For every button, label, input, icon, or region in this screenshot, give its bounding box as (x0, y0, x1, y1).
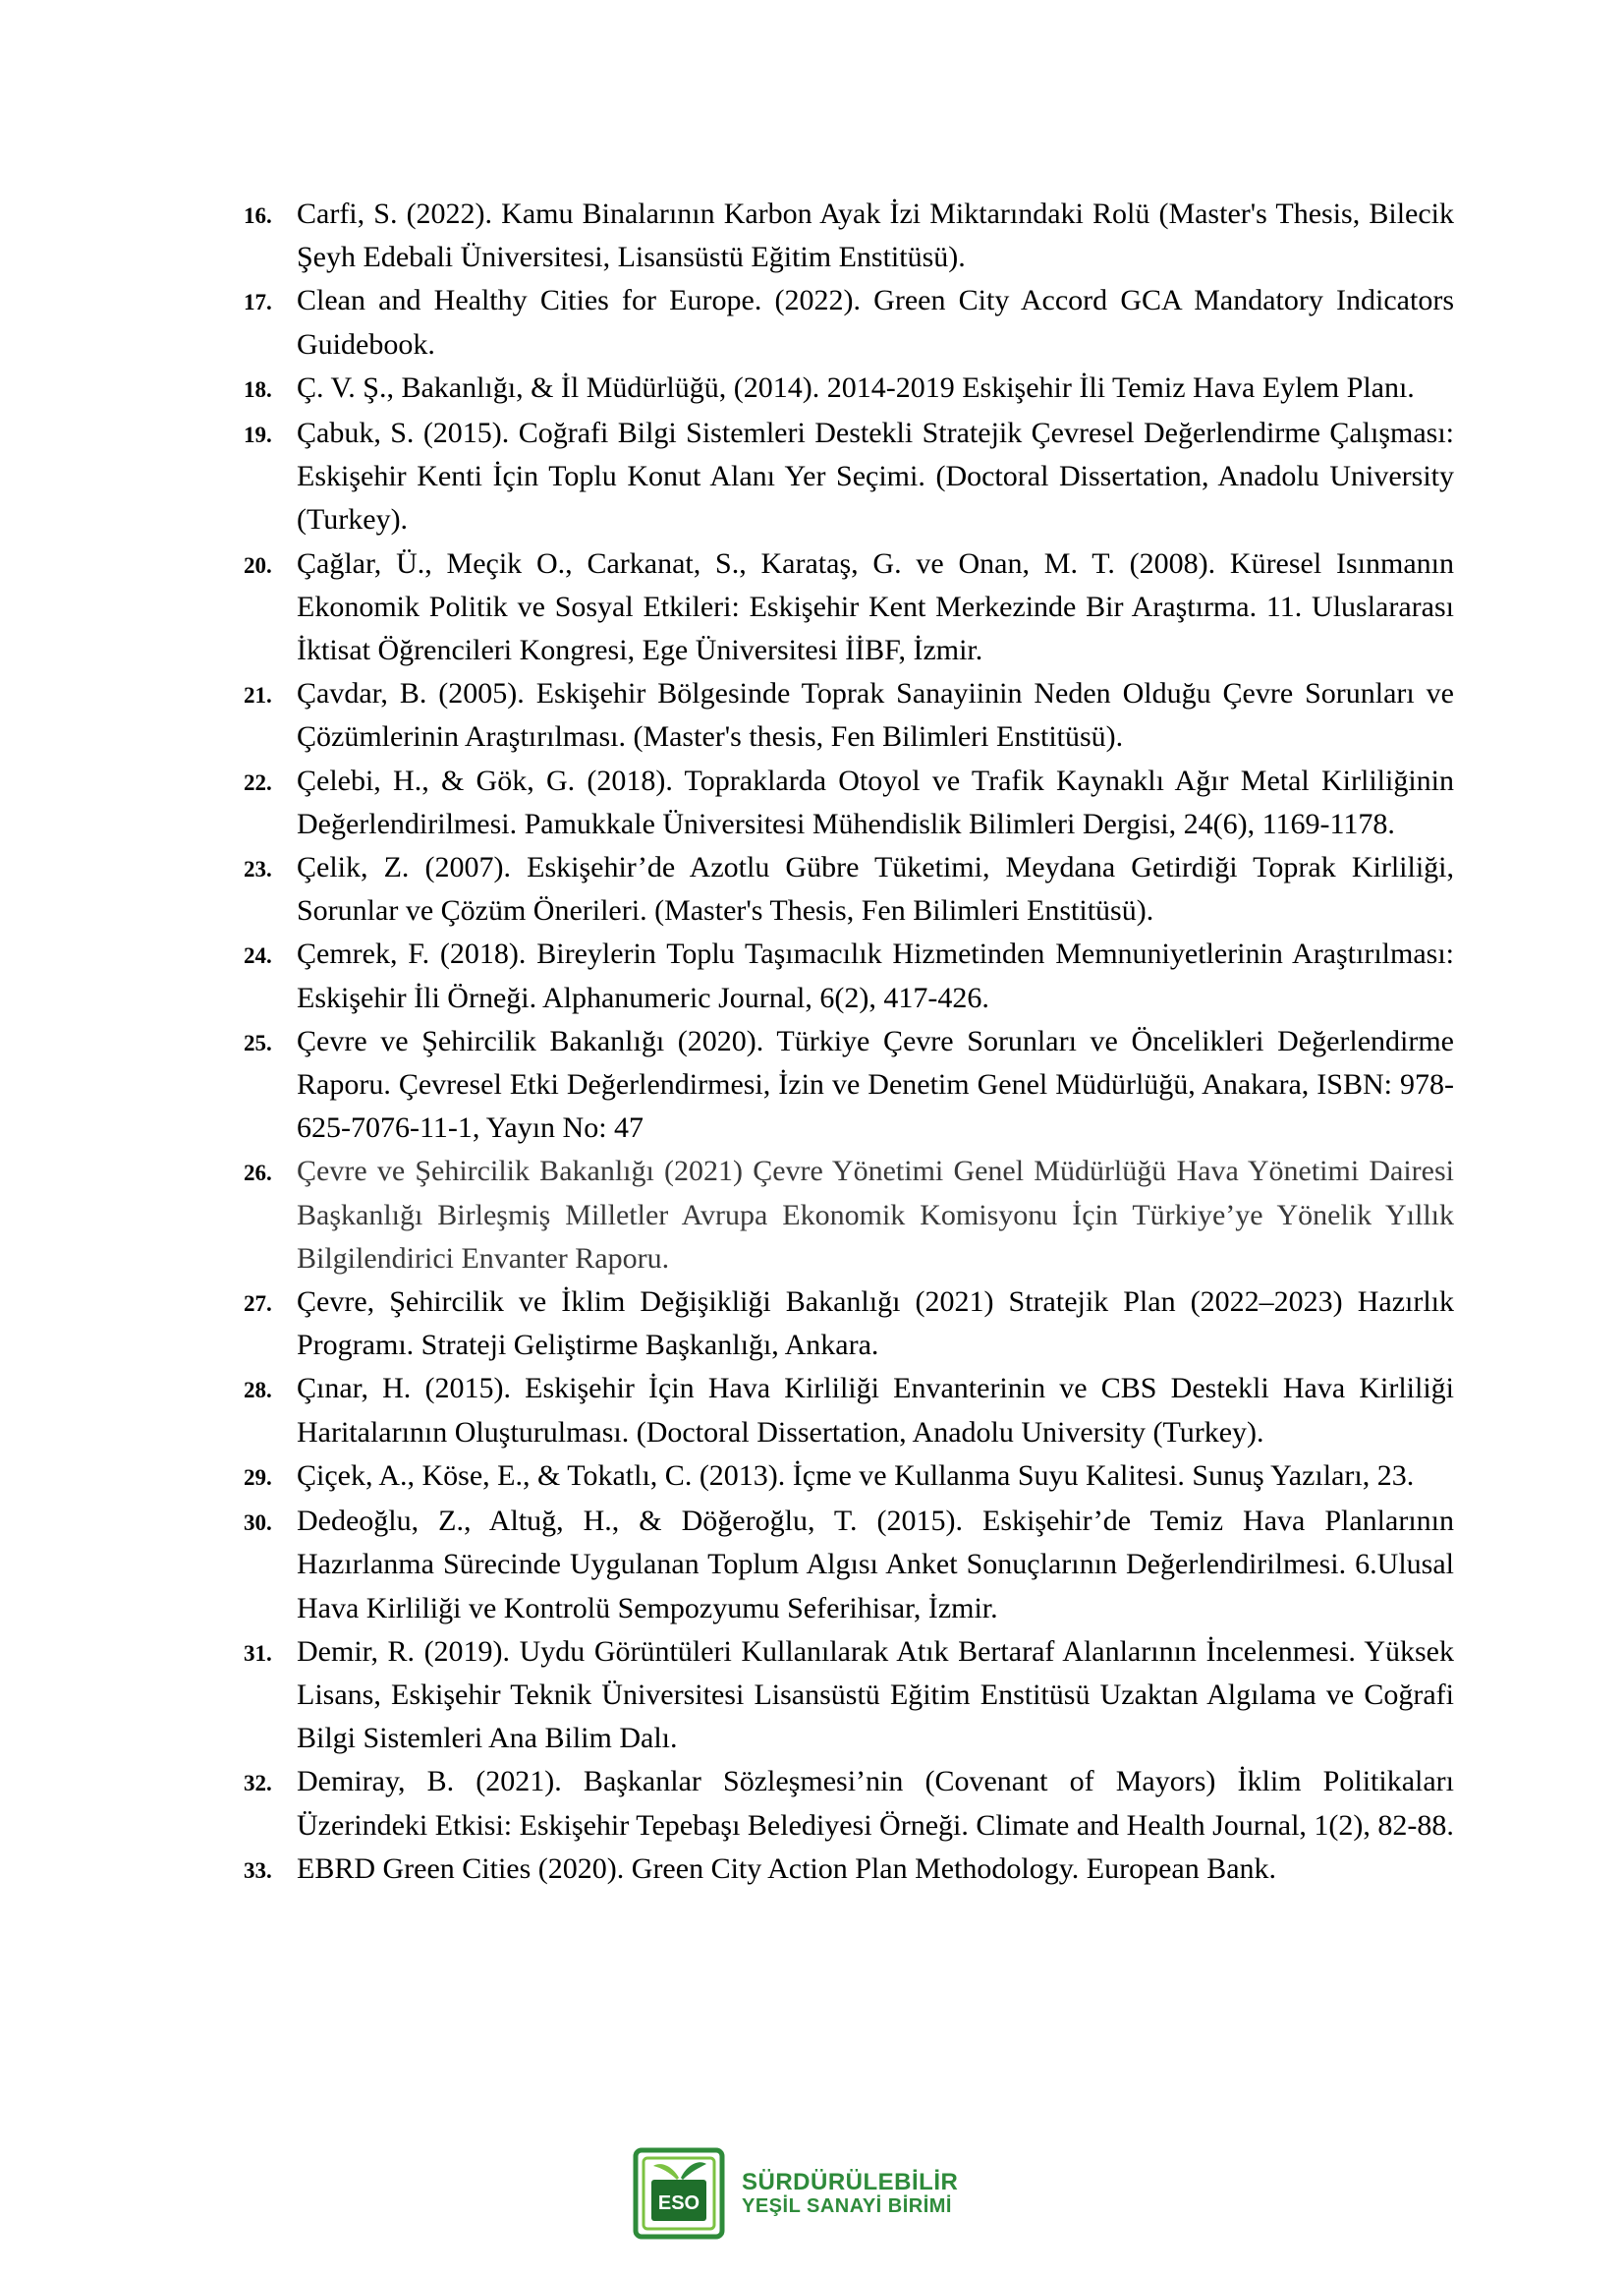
reference-text: Çavdar, B. (2005). Eskişehir Bölgesinde Toprak Sanayiinin Neden Olduğu Çevre Sorunları ve Çözümlerinin Araştırılması. (Master's thesis, Fen Bilimleri Enstitüsü). (297, 677, 1454, 754)
reference-number: 20. (244, 552, 272, 578)
reference-number: 24. (244, 943, 272, 969)
reference-17 (244, 279, 1454, 366)
reference-number: 19. (244, 423, 272, 448)
reference-28 (244, 1367, 1454, 1453)
footer-logo (632, 2146, 958, 2241)
reference-text: Ç. V. Ş., Bakanlığı, & İl Müdürlüğü, (2014). 2014-2019 Eskişehir İli Temiz Hava Eylem Planı. (297, 370, 1415, 404)
reference-text: Carfi, S. (2022). Kamu Binalarının Karbon Ayak İzi Miktarındaki Rolü (Master's Thesis, Bilecik Şeyh Edebali Üniversitesi, Lisansüstü Eğitim Enstitüsü). (297, 198, 1454, 274)
reference-text: Demiray, B. (2021). Başkanlar Sözleşmesi’nin (Covenant of Mayors) İklim Politikaları Üzerindeki Etkisi: Eskişehir Tepebaşı Belediyesi Örneği. Climate and Health Journal, 1(2), 82-88. (297, 1765, 1454, 1842)
reference-text: EBRD Green Cities (2020). Green City Action Plan Methodology. European Bank. (297, 1851, 1277, 1885)
reference-number: 27. (244, 1291, 272, 1317)
reference-list (244, 193, 1454, 1893)
leaf-logo-icon (632, 2146, 726, 2241)
reference-number: 33. (244, 1857, 272, 1883)
reference-text: Çabuk, S. (2015). Coğrafi Bilgi Sistemleri Destekli Stratejik Çevresel Değerlendirme Çalışması: Eskişehir Kenti İçin Toplu Konut Alanı Yer Seçimi. (Doctoral Dissertation, Anadolu University (Turkey). (297, 417, 1454, 537)
reference-text: Çemrek, F. (2018). Bireylerin Toplu Taşımacılık Hizmetinden Memnuniyetlerinin Araştırılması: Eskişehir İli Örneği. Alphanumeric Journal, 6(2), 417-426. (297, 938, 1454, 1014)
reference-30 (244, 1500, 1454, 1630)
reference-text: Dedeoğlu, Z., Altuğ, H., & Döğeroğlu, T. (2015). Eskişehir’de Temiz Hava Planlarının Hazırlanma Sürecinde Uygulanan Toplum Algısı Anket Sonuçlarının Değerlendirilmesi. 6.Ulusal Hava Kirliliği ve Kontrolü Sempozyumu Seferihisar, İzmir. (297, 1505, 1454, 1624)
reference-27 (244, 1280, 1454, 1367)
reference-18 (244, 367, 1454, 412)
reference-number: 23. (244, 857, 272, 882)
reference-number: 30. (244, 1510, 272, 1536)
reference-text: Çevre ve Şehircilik Bakanlığı (2021) Çevre Yönetimi Genel Müdürlüğü Hava Yönetimi Dairesi Başkanlığı Birleşmiş Milletler Avrupa Ekonomik Komisyonu İçin Türkiye’ye Yönelik Yıllık Bilgilendirici Envanter Raporu. (297, 1155, 1454, 1275)
reference-24 (244, 933, 1454, 1019)
reference-number: 16. (244, 203, 272, 228)
reference-text: Demir, R. (2019). Uydu Görüntüleri Kullanılarak Atık Bertaraf Alanlarının İncelenmesi. Yüksek Lisans, Eskişehir Teknik Üniversitesi Lisansüstü Eğitim Enstitüsü Uzaktan Algılama ve Coğrafi Bilgi Sistemleri Ana Bilim Dalı. (297, 1634, 1454, 1755)
reference-33 (244, 1848, 1454, 1893)
reference-25 (244, 1020, 1454, 1151)
reference-number: 29. (244, 1464, 272, 1490)
reference-number: 25. (244, 1030, 272, 1055)
reference-number: 31. (244, 1640, 272, 1666)
reference-26 (244, 1150, 1454, 1280)
reference-text: Çiçek, A., Köse, E., & Tokatlı, C. (2013). İçme ve Kullanma Suyu Kalitesi. Sunuş Yazıları, 23. (297, 1458, 1415, 1492)
reference-32 (244, 1760, 1454, 1847)
reference-22 (244, 760, 1454, 846)
reference-text: Çınar, H. (2015). Eskişehir İçin Hava Kirliliği Envanterinin ve CBS Destekli Hava Kirliliği Haritalarının Oluşturulması. (Doctoral Dissertation, Anadolu University (Turkey). (297, 1372, 1454, 1449)
reference-23 (244, 846, 1454, 933)
reference-number: 28. (244, 1378, 272, 1403)
reference-number: 32. (244, 1771, 272, 1796)
reference-text: Çelebi, H., & Gök, G. (2018). Topraklarda Otoyol ve Trafik Kaynaklı Ağır Metal Kirliliğinin Değerlendirilmesi. Pamukkale Üniversitesi Mühendislik Bilimleri Dergisi, 24(6), 1169-1178. (297, 764, 1454, 840)
reference-number: 17. (244, 290, 272, 315)
reference-text: Çelik, Z. (2007). Eskişehir’de Azotlu Gübre Tüketimi, Meydana Getirdiği Toprak Kirliliği, Sorunlar ve Çözüm Önerileri. (Master's Thesis, Fen Bilimleri Enstitüsü). (297, 851, 1454, 928)
reference-19 (244, 412, 1454, 542)
reference-text: Çağlar, Ü., Meçik O., Carkanat, S., Karataş, G. ve Onan, M. T. (2008). Küresel Isınmanın Ekonomik Politik ve Sosyal Etkileri: Eskişehir Kent Merkezinde Bir Araştırma. 11. Uluslararası İktisat Öğrencileri Kongresi, Ege Üniversitesi İİBF, İzmir. (297, 546, 1454, 667)
reference-16 (244, 193, 1454, 279)
reference-20 (244, 542, 1454, 673)
reference-21 (244, 672, 1454, 759)
reference-text: Çevre, Şehircilik ve İklim Değişikliği Bakanlığı (2021) Stratejik Plan (2022–2023) Hazırlık Programı. Strateji Geliştirme Başkanlığı, Ankara. (297, 1285, 1454, 1362)
reference-number: 22. (244, 769, 272, 795)
reference-text: Clean and Healthy Cities for Europe. (2022). Green City Accord GCA Mandatory Indicators Guidebook. (297, 284, 1454, 361)
reference-text: Çevre ve Şehircilik Bakanlığı (2020). Türkiye Çevre Sorunları ve Öncelikleri Değerlendirme Raporu. Çevresel Etki Değerlendirmesi, İzin ve Denetim Genel Müdürlüğü, Anakara, ISBN: 978-625-7076-11-1, Yayın No: 47 (297, 1024, 1454, 1145)
logo-mark-text: ESO (657, 2192, 700, 2214)
logo-wordmark (742, 2170, 958, 2217)
logo-line-1: SÜRDÜRÜLEBİLİR (742, 2168, 959, 2195)
reference-number: 18. (244, 376, 272, 402)
reference-number: 21. (244, 683, 272, 709)
reference-number: 26. (244, 1161, 272, 1186)
logo-line-2: YEŞİL SANAYİ BİRİMİ (742, 2195, 952, 2218)
reference-29 (244, 1454, 1454, 1500)
reference-31 (244, 1630, 1454, 1761)
